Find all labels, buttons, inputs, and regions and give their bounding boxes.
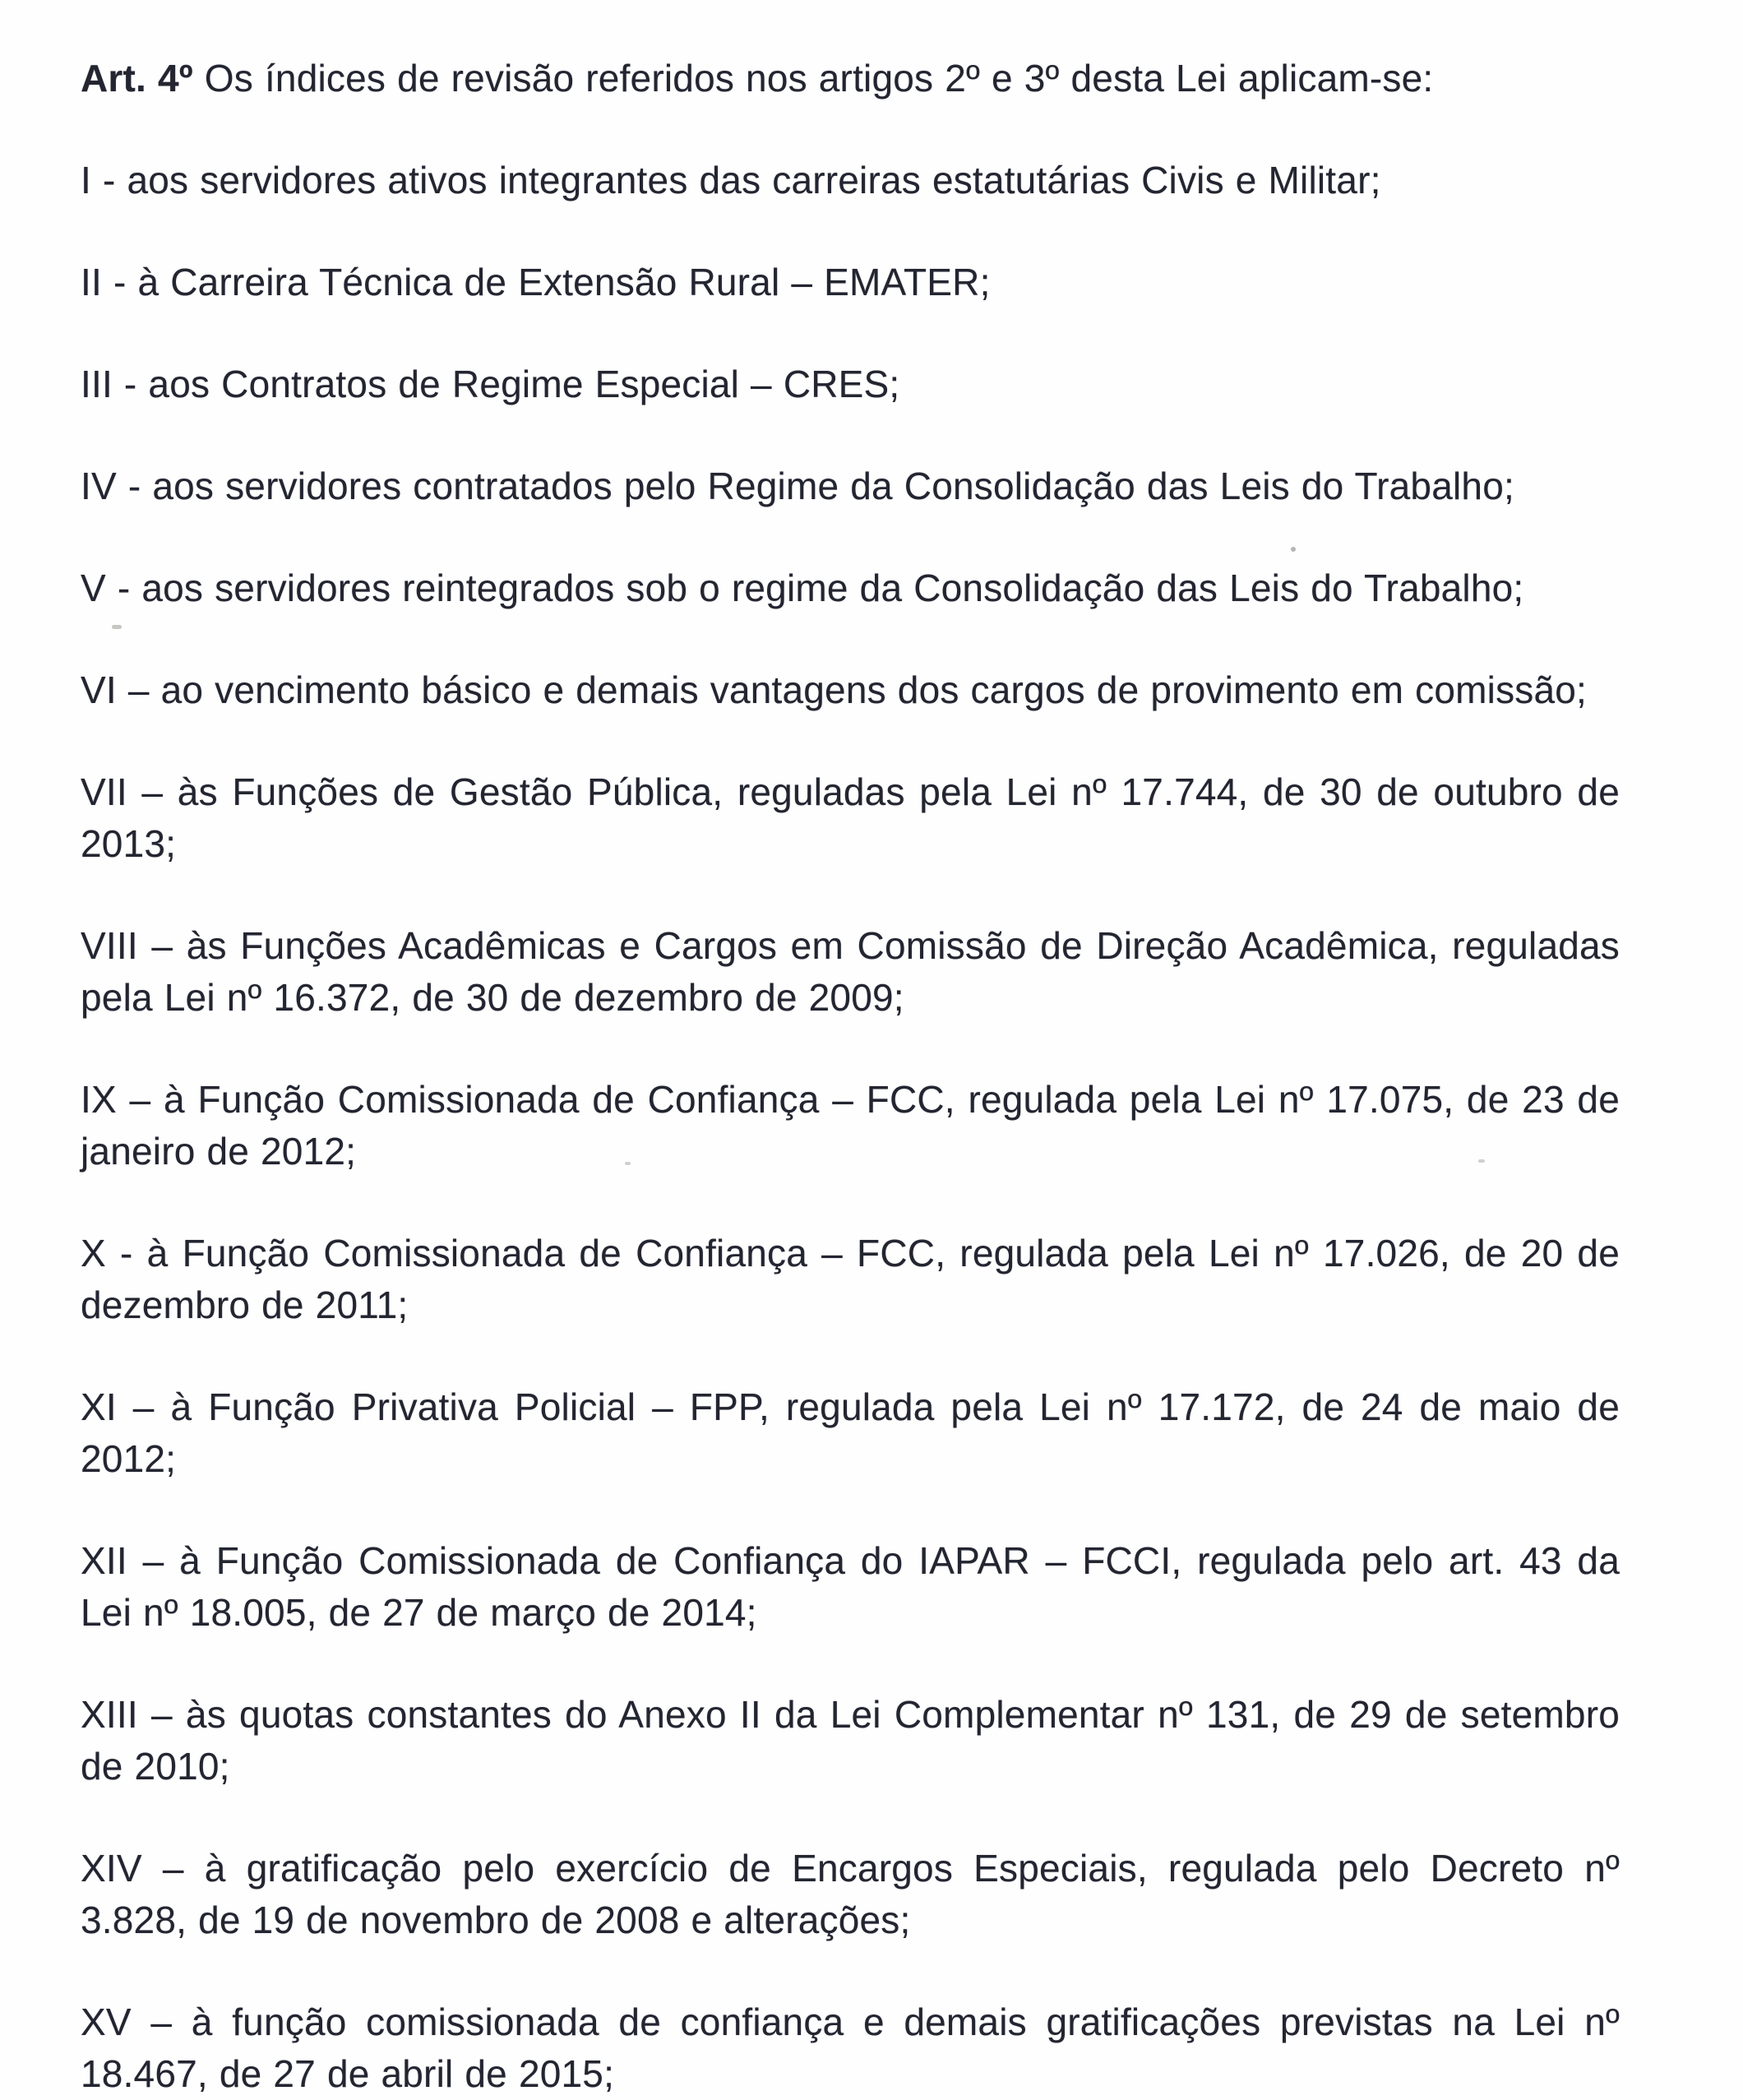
article-item-10: X - à Função Comissionada de Confiança – FCC, regulada pela Lei nº 17.026, de 20 de dezembro de 2011; — [81, 1232, 1620, 1326]
scan-speck — [112, 625, 122, 629]
article-item-15: XV – à função comissionada de confiança e demais gratificações previstas na Lei nº 18.467, de 27 de abril de 2015; — [81, 2001, 1620, 2095]
article-item-6: VI – ao vencimento básico e demais vantagens dos cargos de provimento em comissão; — [81, 668, 1588, 711]
article-item-3: III - aos Contratos de Regime Especial – CRES; — [81, 363, 900, 405]
scan-speck — [625, 1162, 631, 1165]
article-intro-text: Os índices de revisão referidos nos artigos 2º e 3º desta Lei aplicam-se: — [192, 57, 1434, 99]
article-number: Art. 4º — [81, 57, 193, 99]
article-heading — [81, 53, 1620, 104]
article-item-13: XIII – às quotas constantes do Anexo II da Lei Complementar nº 131, de 29 de setembro de 2010; — [81, 1693, 1620, 1788]
article-item-11: XI – à Função Privativa Policial – FPP, regulada pela Lei nº 17.172, de 24 de maio de 2012; — [81, 1385, 1620, 1480]
scan-speck — [1291, 547, 1296, 552]
article-item-8: VIII – às Funções Acadêmicas e Cargos em Comissão de Direção Acadêmica, reguladas pela Lei nº 16.372, de 30 de dezembro de 2009; — [81, 924, 1620, 1019]
article-item-12: XII – à Função Comissionada de Confiança do IAPAR – FCCI, regulada pelo art. 43 da Lei nº 18.005, de 27 de março de 2014; — [81, 1539, 1620, 1634]
article-item-7: VII – às Funções de Gestão Pública, reguladas pela Lei nº 17.744, de 30 de outubro de 2013; — [81, 770, 1620, 865]
article-item-4: IV - aos servidores contratados pelo Regime da Consolidação das Leis do Trabalho; — [81, 465, 1514, 507]
article-item-14: XIV – à gratificação pelo exercício de Encargos Especiais, regulada pelo Decreto nº 3.828, de 19 de novembro de 2008 e alterações; — [81, 1847, 1620, 1941]
article-item-2: II - à Carreira Técnica de Extensão Rural – EMATER; — [81, 261, 991, 303]
article-item-1: I - aos servidores ativos integrantes das carreiras estatutárias Civis e Militar; — [81, 159, 1381, 201]
article-item-9: IX – à Função Comissionada de Confiança – FCC, regulada pela Lei nº 17.075, de 23 de janeiro de 2012; — [81, 1078, 1620, 1173]
scan-speck — [1478, 1159, 1485, 1163]
article-item-5: V - aos servidores reintegrados sob o regime da Consolidação das Leis do Trabalho; — [81, 567, 1524, 609]
